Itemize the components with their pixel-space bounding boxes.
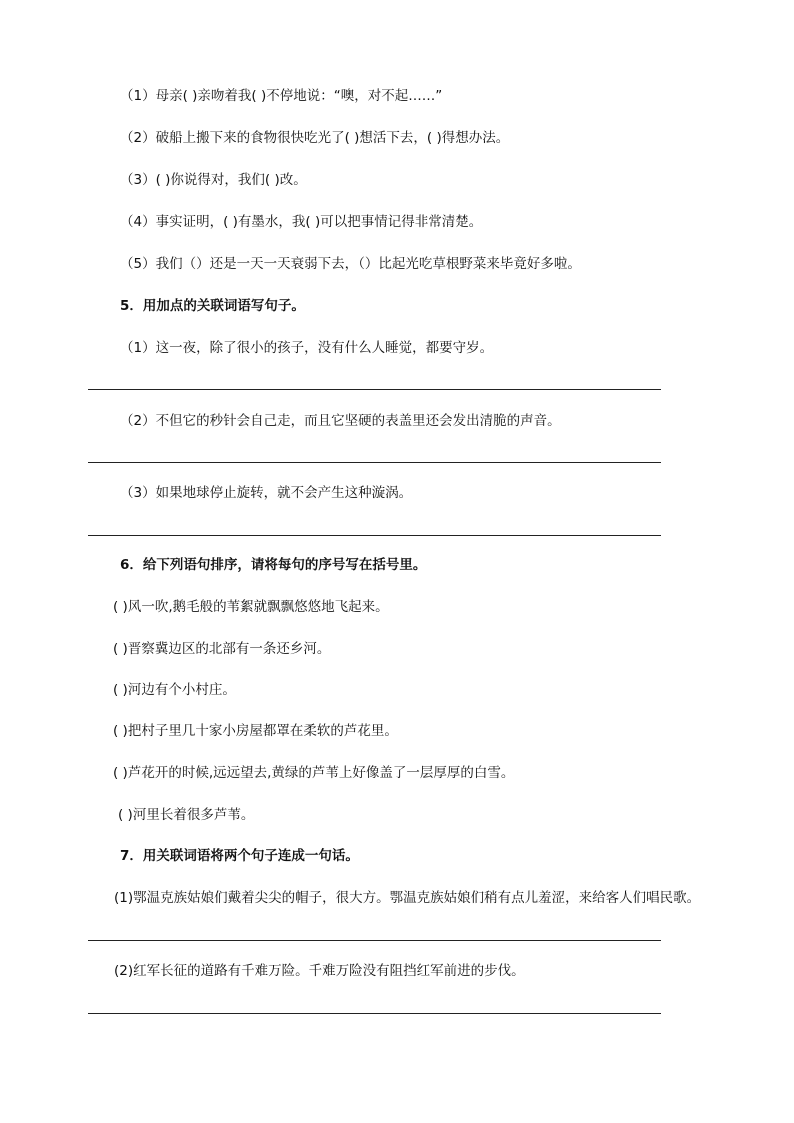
q5-item-2: （2）不但它的秒针会自己走，而且它坚硬的表盖里还会发出清脆的声音。 [120, 413, 561, 429]
q6-item-1: ( )风一吹,鹅毛般的苇絮就飘飘悠悠地飞起来。 [113, 599, 389, 615]
q7-answer-line-2 [88, 1013, 661, 1014]
q6-item-2: ( )晋察冀边区的北部有一条还乡河。 [113, 641, 331, 657]
q6-item-5: ( )芦花开的时候,远远望去,黄绿的芦苇上好像盖了一层厚厚的白雪。 [113, 765, 515, 781]
q7-answer-line-1 [88, 940, 661, 941]
q6-item-4: ( )把村子里几十家小房屋都罩在柔软的芦花里。 [113, 723, 398, 739]
q4-item-1: （1）母亲( )亲吻着我( )不停地说：“噢，对不起……” [120, 88, 443, 104]
q6-title: 6．给下列语句排序，请将每句的序号写在括号里。 [120, 557, 427, 573]
q5-answer-line-1 [88, 389, 661, 390]
q5-item-3: （3）如果地球停止旋转，就不会产生这种漩涡。 [120, 485, 413, 501]
q5-answer-line-3 [88, 535, 661, 536]
q4-item-2: （2）破船上搬下来的食物很快吃光了( )想活下去，( )得想办法。 [120, 130, 510, 146]
q7-item-1: (1)鄂温克族姑娘们戴着尖尖的帽子，很大方。鄂温克族姑娘们稍有点儿羞涩，来给客人们唱民歌。 [114, 890, 701, 906]
q5-answer-line-2 [88, 462, 661, 463]
q6-item-6: ( )河里长着很多芦苇。 [118, 807, 255, 823]
q5-title: 5．用加点的关联词语写句子。 [120, 298, 305, 314]
q4-item-3: （3）( )你说得对，我们( )改。 [120, 172, 307, 188]
q7-item-2: (2)红军长征的道路有千难万险。千难万险没有阻挡红军前进的步伐。 [114, 963, 525, 979]
q4-item-5: （5）我们（）还是一天一天衰弱下去，（）比起光吃草根野菜来毕竟好多啦。 [120, 256, 581, 272]
q6-item-3: ( )河边有个小村庄。 [113, 682, 236, 698]
q5-item-1: （1）这一夜，除了很小的孩子，没有什么人睡觉，都要守岁。 [120, 340, 494, 356]
q4-item-4: （4）事实证明，( )有墨水，我( )可以把事情记得非常清楚。 [120, 214, 483, 230]
q7-title: 7．用关联词语将两个句子连成一句话。 [120, 848, 359, 864]
